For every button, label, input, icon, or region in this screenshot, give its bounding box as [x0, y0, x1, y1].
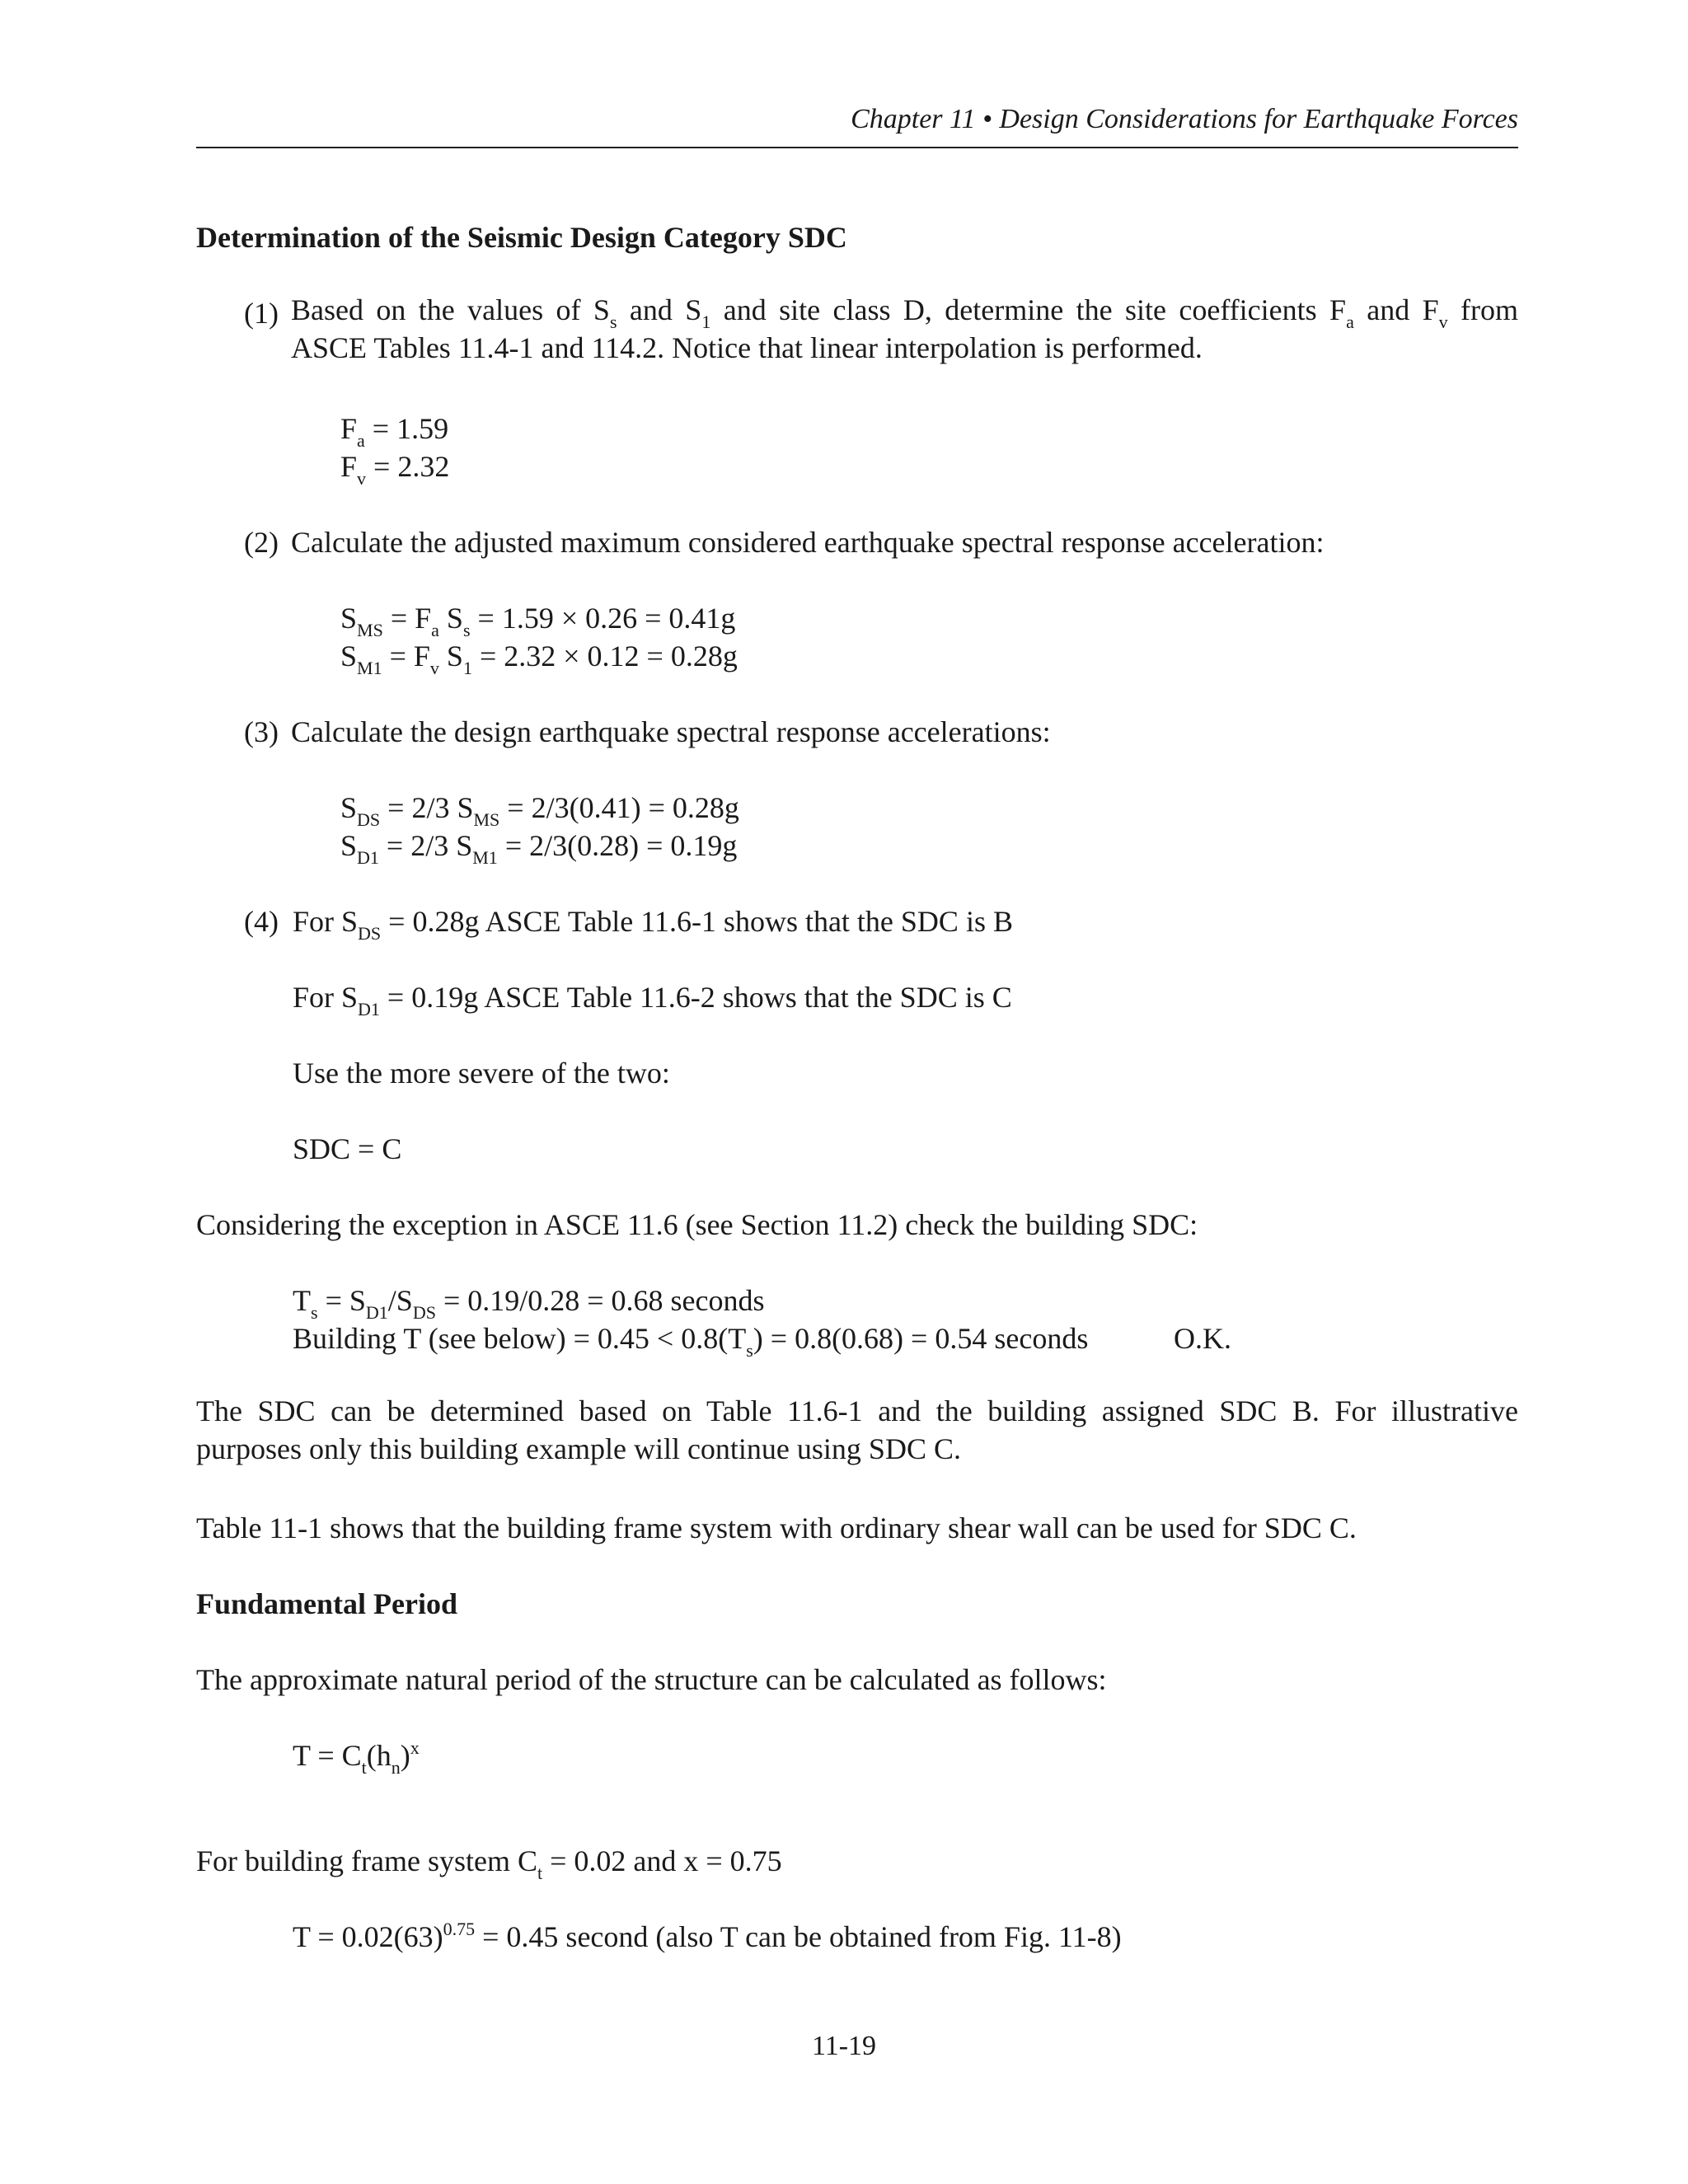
- building-t-check: Building T (see below) = $0.45 < 0.8(T_s) = 0.8(0.68) = 0.54$ seconds: [293, 1322, 1089, 1361]
- page-number: 11-19: [811, 2031, 877, 2061]
- step-number-4: (4): [244, 905, 279, 938]
- equation-fv: $F_v = 2.32$: [340, 450, 450, 489]
- sdc-paragraph-line2: purposes only this building example will continue using SDC C.: [196, 1432, 961, 1465]
- step4-sd1-line: For $S_{D1} = 0.19g$ ASCE Table 11.6-2 shows that the SDC is C: [293, 981, 1012, 1019]
- equation-period: $T = C_t(h_n)^x$: [293, 1737, 420, 1778]
- equation-sms: $S_{MS} = F_a$ $S_s = 1.59 \times 0.26 = 0.41g$: [340, 602, 736, 640]
- equation-sd1: $S_{D1} = 2/3$ $S_{M1} = 2/3(0.28) = 0.19g$: [340, 829, 738, 868]
- step4-sdc-result: SDC = C: [293, 1132, 402, 1165]
- step2-text: Calculate the adjusted maximum considered earthquake spectral response acceleration:: [291, 526, 1325, 559]
- equation-sm1: $S_{M1} = F_v$ $S_1 = 2.32 \times 0.12 = 0.28g$: [340, 640, 738, 678]
- equation-fa: $F_a = 1.59$: [340, 412, 449, 451]
- section-title-sdc: Determination of the Seismic Design Category SDC: [196, 221, 847, 254]
- equation-sds: $S_{DS} = 2/3$ $S_{MS} = 2/3(0.41) = 0.28g$: [340, 791, 739, 830]
- step3-text: Calculate the design earthquake spectral response accelerations:: [291, 715, 1051, 748]
- running-header: Chapter 11 • Design Considerations for Earthquake Forces: [196, 97, 1518, 148]
- sdc-paragraph-line1: The SDC can be determined based on Table 11.6-1 and the building assigned SDC B. For illustrative: [196, 1394, 1518, 1427]
- table-paragraph: Table 11-1 shows that the building frame system with ordinary shear wall can be used for SDC C.: [196, 1511, 1357, 1544]
- step1-paragraph: [291, 291, 1518, 367]
- step1-line2: ASCE Tables 11.4-1 and 114.2. Notice that linear interpolation is performed.: [291, 331, 1203, 364]
- period-intro: The approximate natural period of the structure can be calculated as follows:: [196, 1663, 1107, 1696]
- sdc-paragraph: [196, 1392, 1518, 1468]
- section-title-period: Fundamental Period: [196, 1587, 458, 1620]
- step-number-3: (3): [244, 715, 279, 748]
- step-number-2: (2): [244, 526, 279, 559]
- exception-text: Considering the exception in ASCE 11.6 (see Section 11.2) check the building SDC:: [196, 1208, 1198, 1241]
- ok-label: O.K.: [1174, 1322, 1231, 1355]
- period-calculation: $T = 0.02(63)^{0.75} = 0.45$ second (also T can be obtained from Fig. 11-8): [293, 1919, 1122, 1953]
- step-number-1: (1): [244, 297, 279, 330]
- frame-system-line: For building frame system $C_t = 0.02$ and x = 0.75: [196, 1844, 782, 1883]
- step4-severe-line: Use the more severe of the two:: [293, 1057, 670, 1090]
- step4-sds-line: For $S_{DS} = 0.28g$ ASCE Table 11.6-1 shows that the SDC is B: [293, 905, 1013, 944]
- equation-ts: $T_s = S_{D1}/S_{DS} = 0.19/0.28 = 0.68$ seconds: [293, 1284, 765, 1323]
- step1-line1: Based on the values of $S_s$ and $S_1$ and site class D, determine the site coefficients $F_a$ and $F_v$ from: [291, 293, 1519, 332]
